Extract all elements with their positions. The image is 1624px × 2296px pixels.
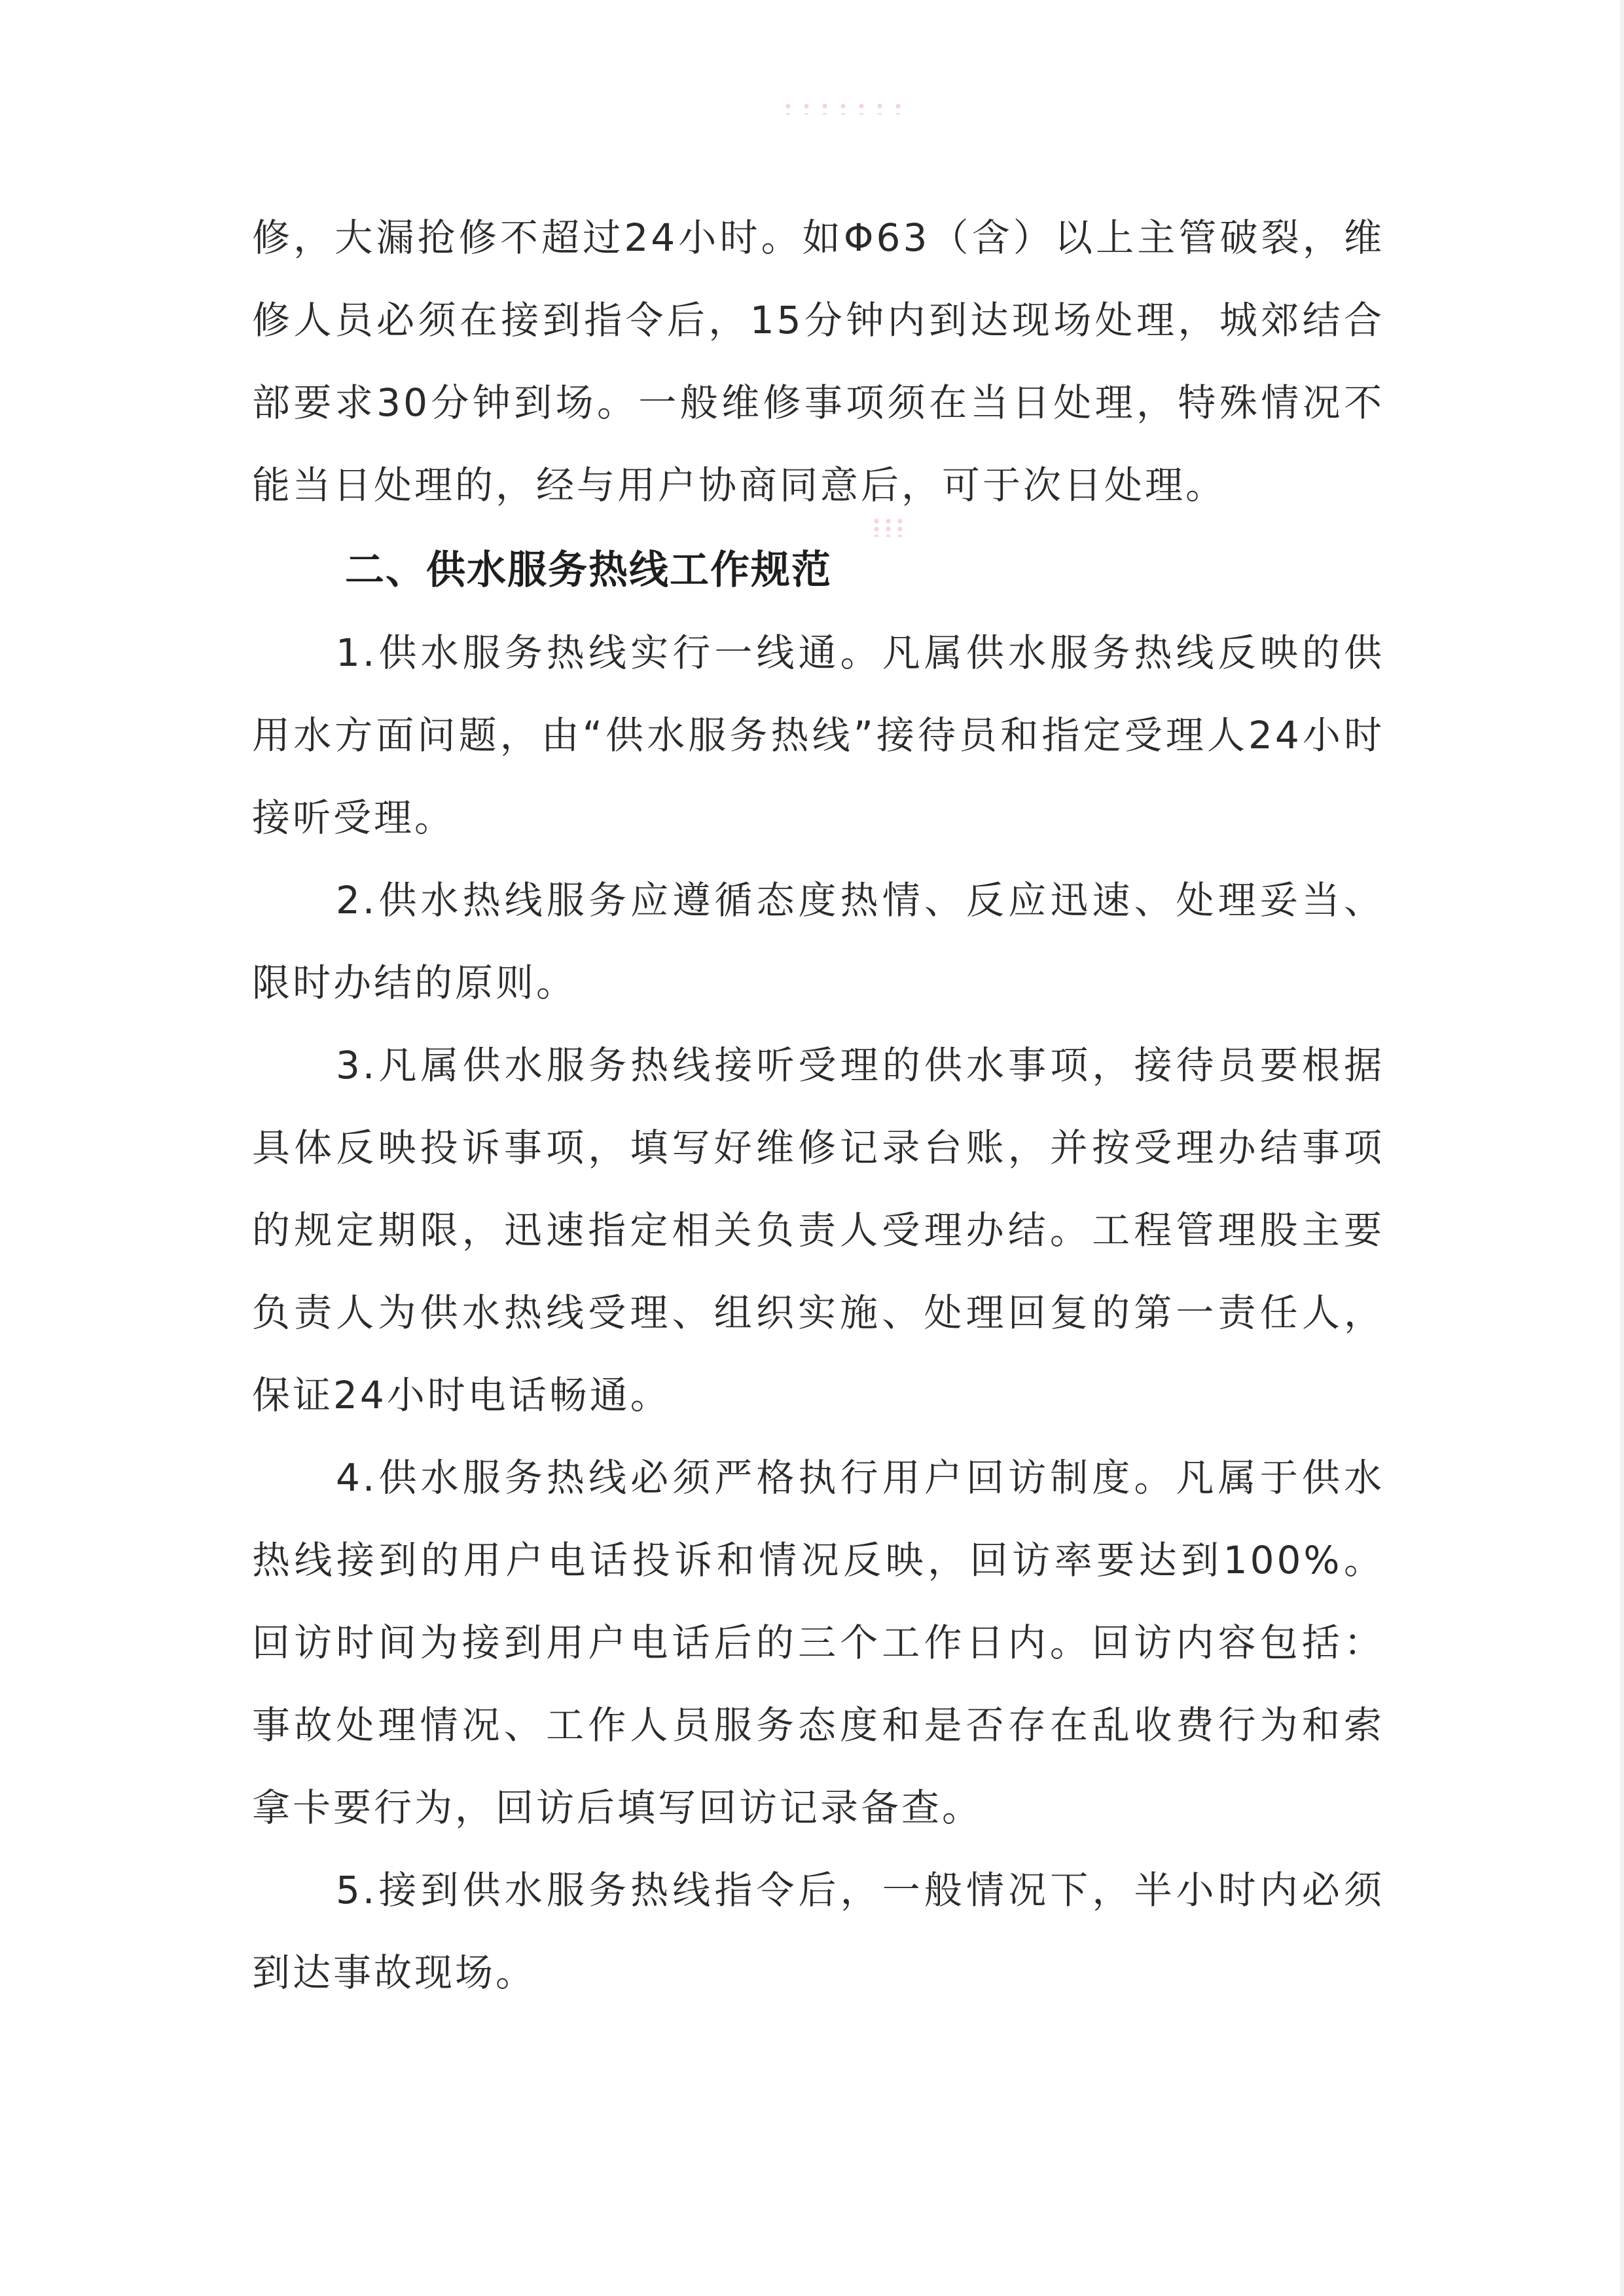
list-item-1: 1.供水服务热线实行一线通。凡属供水服务热线反映的供用水方面问题，由“供水服务热线”接待员和指定受理人24小时接听受理。 (252, 630, 1384, 840)
document-page (252, 0, 1384, 2014)
continuation-paragraph: 修，大漏抢修不超过24小时。如Φ63（含）以上主管破裂，维修人员必须在接到指令后，15分钟内到达现场处理，城郊结合部要求30分钟到场。一般维修事项须在当日处理，特殊情况不能当日处理的，经与用户协商同意后，可于次日处理。 (252, 215, 1384, 507)
list-item-2: 2.供水热线服务应遵循态度热情、反应迅速、处理妥当、限时办结的原则。 (252, 878, 1384, 1005)
scan-edge (1620, 0, 1624, 2296)
list-item-5: 5.接到供水服务热线指令后，一般情况下，半小时内必须到达事故现场。 (252, 1868, 1384, 1995)
list-item-3: 3.凡属供水服务热线接听受理的供水事项，接待员要根据具体反映投诉事项，填写好维修记录台账，并按受理办结事项的规定期限，迅速指定相关负责人受理办结。工程管理股主要负责人为供水热线受理、组织实施、处理回复的第一责任人，保证24小时电话畅通。 (252, 1043, 1384, 1417)
list-item-4: 4.供水服务热线必须严格执行用户回访制度。凡属于供水热线接到的用户电话投诉和情况反映，回访率要达到100%。回访时间为接到用户电话后的三个工作日内。回访内容包括：事故处理情况、工作人员服务态度和是否存在乱收费行为和索拿卡要行为，回访后填写回访记录备查。 (252, 1455, 1384, 1830)
section-heading: 二、供水服务热线工作规范 (345, 547, 832, 593)
